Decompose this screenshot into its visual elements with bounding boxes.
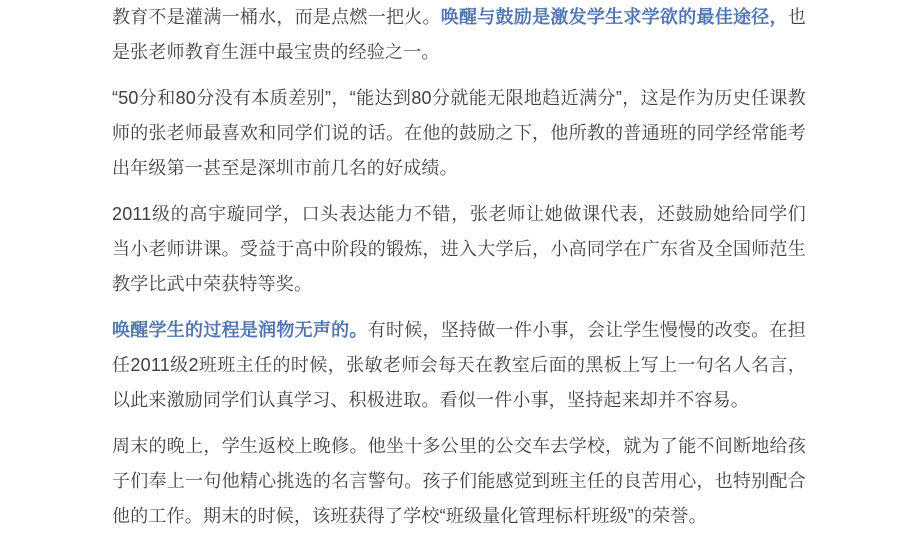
paragraph xyxy=(112,197,806,302)
highlighted-text: 唤醒学生的过程是润物无声的。 xyxy=(112,320,368,340)
text-segment: 2011级的高宇璇同学，口头表达能力不错，张老师让她做课代表，还鼓励她给同学们当小老师讲课。受益于高中阶段的锻炼，进入大学后，小高同学在广东省及全国师范生教学比武中荣获特等奖。 xyxy=(112,204,806,294)
paragraph xyxy=(112,81,806,186)
text-segment: 有时候，坚持做一件小事，会让学生慢慢的改变。在担任2011级2班班主任的时候，张敏老师会每天在教室后面的黑板上写上一句名人名言，以此来激励同学们认真学习、积极进取。看似一件小事，坚持起来却并不容易。 xyxy=(112,320,806,410)
paragraph xyxy=(112,0,806,70)
text-segment: 教育不是灌满一桶水，而是点燃一把火。 xyxy=(112,7,441,27)
text-segment: “50分和80分没有本质差别”，“能达到80分就能无限地趋近满分”，这是作为历史任课教师的张老师最喜欢和同学们说的话。在他的鼓励之下，他所教的普通班的同学经常能考出年级第一甚至是深圳市前几名的好成绩。 xyxy=(112,88,806,178)
text-segment: 周末的晚上，学生返校上晚修。他坐十多公里的公交车去学校，就为了能不间断地给孩子们奉上一句他精心挑选的名言警句。孩子们能感觉到班主任的良苦用心，也特别配合他的工作。期末的时候，该班获得了学校“班级量化管理标杆班级”的荣誉。 xyxy=(112,436,806,526)
highlighted-text: 唤醒与鼓励是激发学生求学欲的最佳途径， xyxy=(440,7,788,27)
paragraph xyxy=(112,313,806,418)
paragraph xyxy=(112,429,806,534)
text-segment: 也是张老师教育生涯中最宝贵的经验之一。 xyxy=(112,7,806,62)
